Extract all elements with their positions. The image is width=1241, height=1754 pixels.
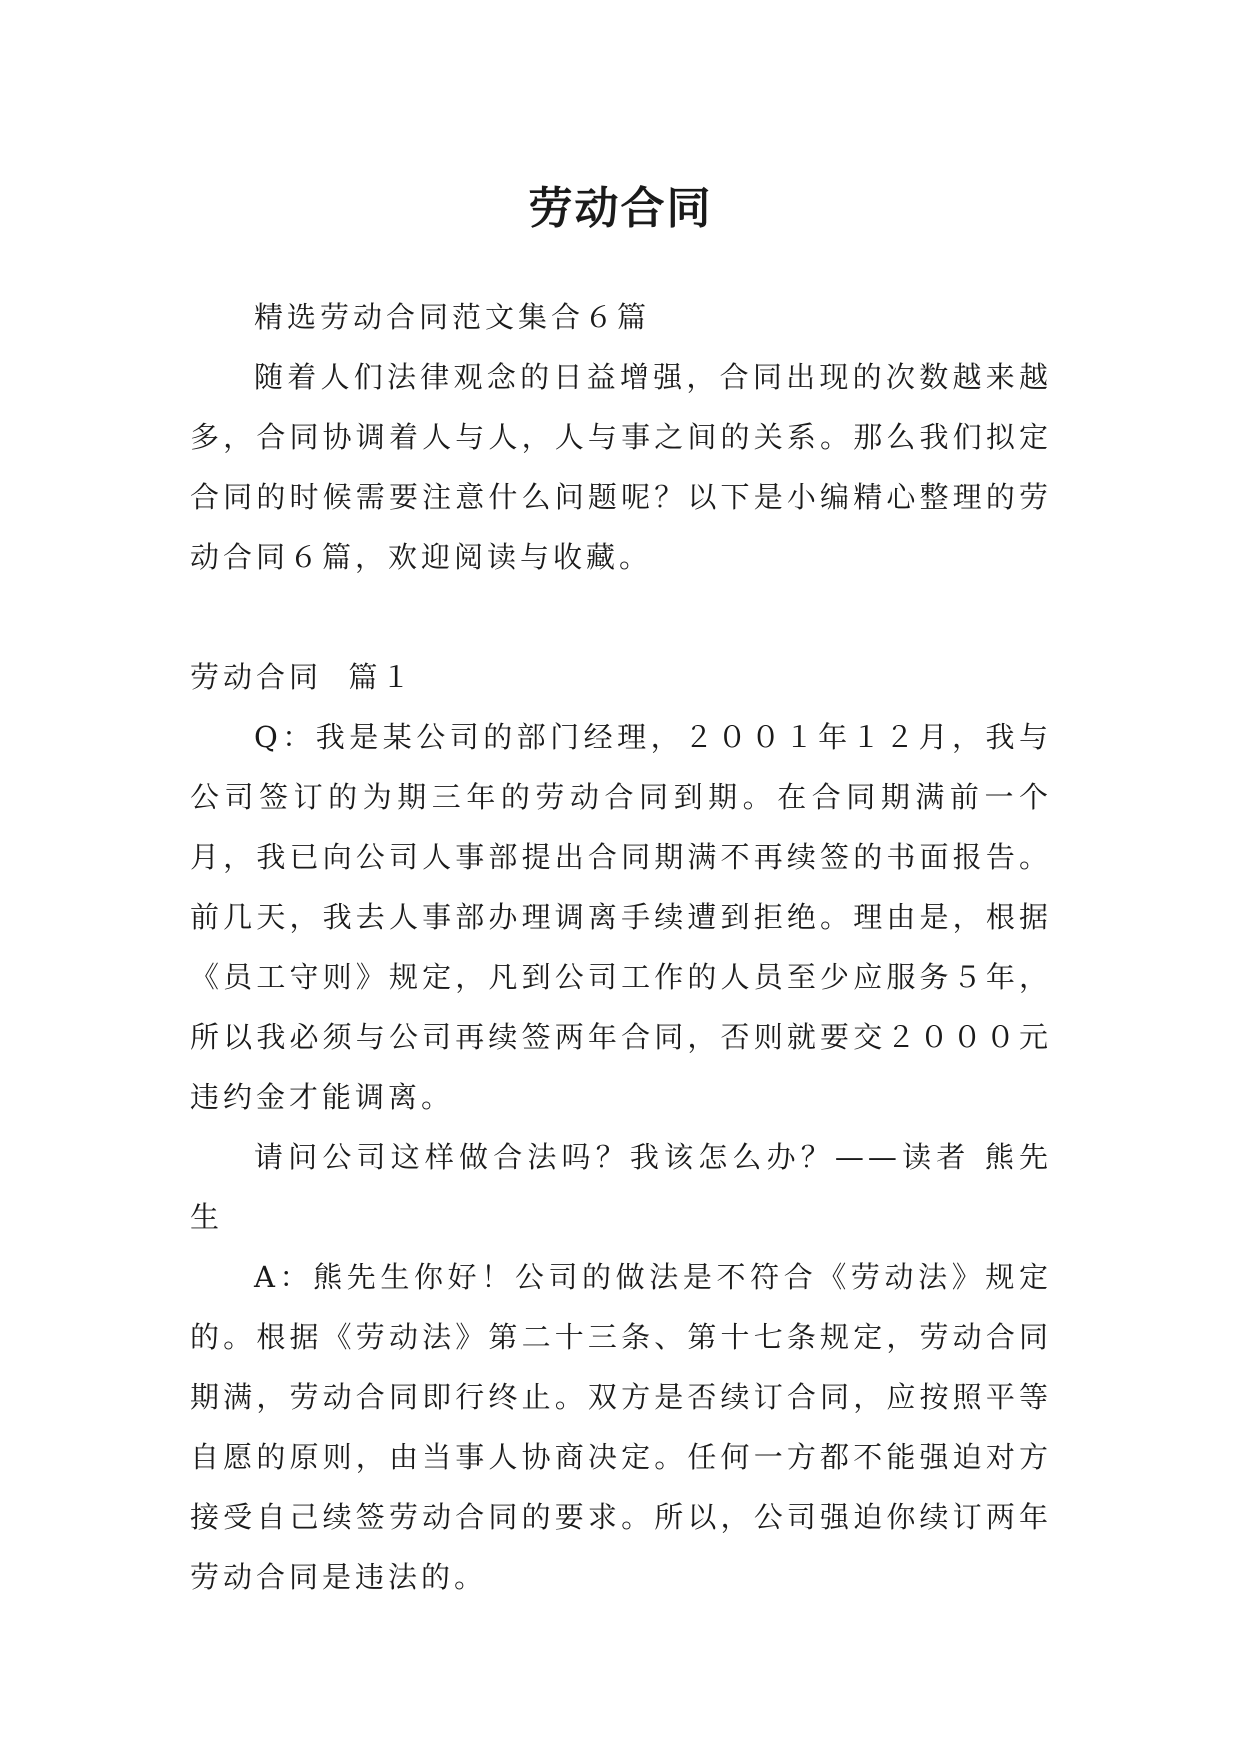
spacer bbox=[190, 587, 1052, 647]
intro-paragraph: 随着人们法律观念的日益增强，合同出现的次数越来越多，合同协调着人与人，人与事之间的关系。那么我们拟定合同的时候需要注意什么问题呢？以下是小编精心整理的劳动合同６篇，欢迎阅读与收藏。 bbox=[190, 360, 1052, 574]
section-heading: 劳动合同 篇１ bbox=[190, 660, 415, 694]
question-followup-paragraph: 请问公司这样做合法吗？我该怎么办？——读者 熊先生 bbox=[190, 1140, 1052, 1234]
answer-paragraph: A：熊先生你好！公司的做法是不符合《劳动法》规定的。根据《劳动法》第二十三条、第十七条规定，劳动合同期满，劳动合同即行终止。双方是否续订合同，应按照平等自愿的原则，由当事人协商决定。任何一方都不能强迫对方接受自己续签劳动合同的要求。所以，公司强迫你续订两年劳动合同是违法的。 bbox=[190, 1260, 1052, 1594]
subtitle: 精选劳动合同范文集合６篇 bbox=[254, 300, 651, 334]
document-title: 劳动合同 bbox=[528, 183, 713, 235]
question-paragraph: Q：我是某公司的部门经理，２００１年１２月，我与公司签订的为期三年的劳动合同到期。在合同期满前一个月，我已向公司人事部提出合同期满不再续签的书面报告。前几天，我去人事部办理调离手续遭到拒绝。理由是，根据《员工守则》规定，凡到公司工作的人员至少应服务５年，所以我必须与公司再续签两年合同，否则就要交２０００元违约金才能调离。 bbox=[190, 720, 1052, 1114]
document-body bbox=[190, 287, 1052, 1607]
